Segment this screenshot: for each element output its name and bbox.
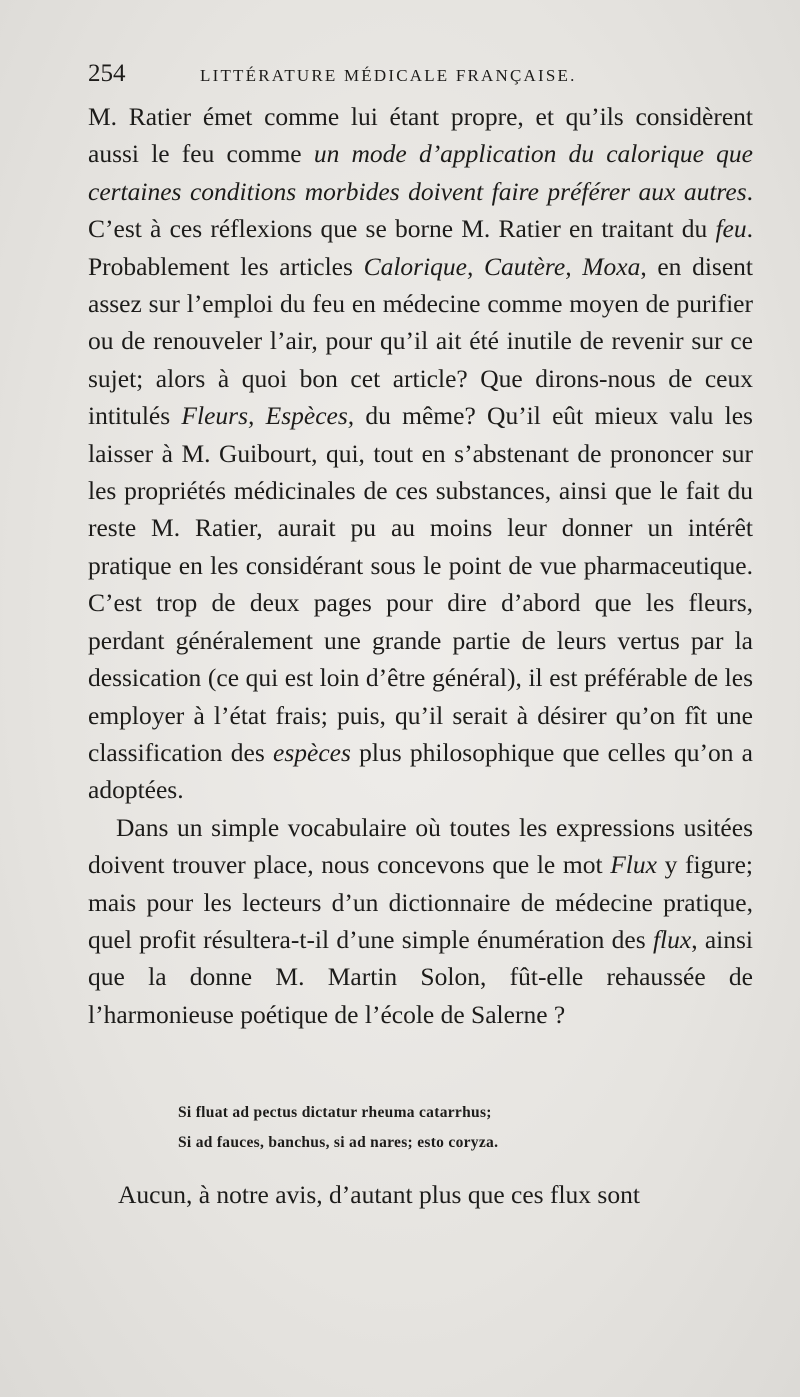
italic-run: Flux — [610, 850, 657, 880]
italic-run: espèces — [273, 737, 351, 767]
italic-run: un mode d’application du calorique que certaines conditions morbides doivent faire préférer aux autres — [88, 139, 753, 206]
page-header — [88, 58, 748, 90]
italic-run: Fleurs, Espèces, — [181, 401, 355, 431]
text-run: du même? Qu’il eût mieux valu les laisser à M. Guibourt, qui, tout en s’abstenant de prononcer sur les propriétés médicinales de ces substances, ainsi que le fait du reste M. Ratier, aurait pu au moins leur donner un intérêt pratique en les considérant sous le point de vue pharmaceutique. C’est trop de deux pages pour dire d’abord que les fleurs, perdant généralement une grande partie de leurs vertus par la dessication (ce qui est loin d’être général), il est préférable de les employer à l’état frais; puis, qu’il serait à désirer qu’on fît une classification des — [88, 401, 753, 767]
text-run: Dans un simple vocabulaire où toutes les expressions usitées doivent trouver place, nous concevons que le mot — [88, 812, 753, 880]
paragraph-2 — [88, 809, 753, 1033]
text-run: y figure; mais pour les lecteurs d’un dictionnaire de médecine pratique, quel profit résultera-t-il d’une simple énumération des — [88, 850, 753, 954]
verse-line-1: Si fluat ad pectus dictatur rheuma catarrhus; — [178, 1104, 492, 1121]
italic-run: flux — [652, 924, 692, 954]
text-run: plus philosophique que celles qu’on a adoptées. — [88, 737, 753, 805]
italic-run: feu — [715, 214, 747, 244]
page-number: 254 — [88, 60, 126, 87]
italic-run: Calorique, Cautère, Moxa — [363, 251, 641, 281]
running-head: LITTÉRATURE MÉDICALE FRANÇAISE. — [200, 66, 577, 85]
body-text — [88, 98, 753, 1033]
text-run: , en disent assez sur l’emploi du feu en médecine comme moyen de purifier ou de renouveler l’air, pour qu’il ait été inutile de revenir sur ce sujet; alors à quoi bon cet article? Que dirons-nous de ceux intitulés — [88, 251, 753, 431]
verse-line-2: Si ad fauces, banchus, si ad nares; esto coryza. — [178, 1134, 499, 1151]
paragraph-3-start: Aucun, à notre avis, d’autant plus que ces flux sont — [118, 1180, 640, 1209]
text-run: M. Ratier émet comme lui étant propre, et qu’ils considèrent aussi le feu comme — [88, 102, 753, 169]
text-run: . C’est à ces réflexions que se borne M. Ratier en traitant du — [88, 176, 753, 244]
verse-quote — [178, 1098, 648, 1158]
text-run: . Probablement les articles — [88, 214, 753, 281]
paragraph-1 — [88, 98, 753, 809]
text-run: , ainsi que la donne M. Martin Solon, fût-elle rehaussée de l’harmonieuse poétique de l’école de Salerne ? — [88, 924, 753, 1029]
